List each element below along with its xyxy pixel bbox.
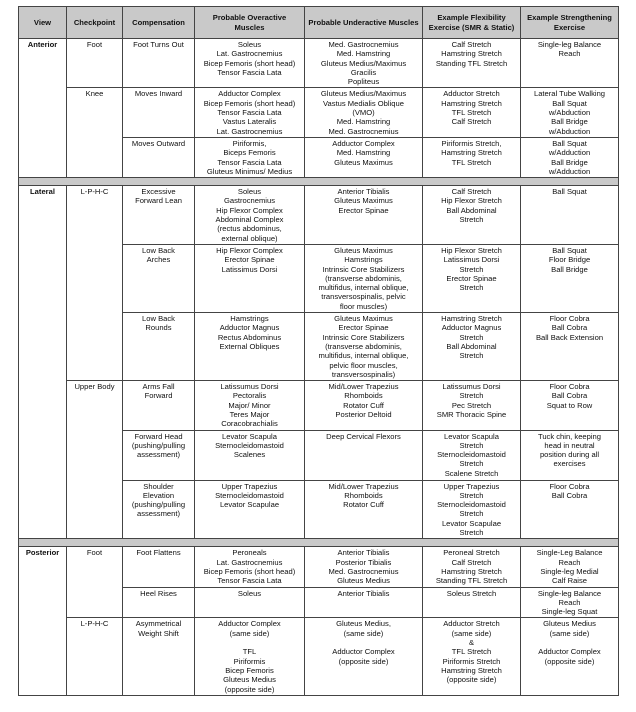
underactive-cell: Mid/Lower Trapezius Rhomboids Rotator Cuff Posterior Deltoid — [305, 381, 423, 430]
strengthening-cell: Single-Leg Balance Reach Single-leg Medial Calf Raise — [521, 547, 619, 587]
header-strengthening: Example Strengthening Exercise — [521, 7, 619, 39]
underactive-cell: Gluteus Maximus Erector Spinae Intrinsic Core Stabilizers (transverse abdominis, multifidus, internal oblique, pelvic floor muscles, transversospinalis) — [305, 313, 423, 381]
overactive-cell: Soleus — [195, 587, 305, 618]
table-row — [19, 88, 619, 137]
underactive-cell: Mid/Lower Trapezius Rhomboids Rotator Cuff — [305, 480, 423, 539]
checkpoint-foot: Foot — [67, 39, 123, 88]
section-divider — [19, 539, 619, 547]
flexibility-cell: Adductor Stretch (same side) & TFL Stretch Piriformis Stretch Hamstring Stretch (opposite side) — [423, 618, 521, 696]
strengthening-cell: Gluteus Medius (same side) Adductor Complex (opposite side) — [521, 618, 619, 696]
compensation-cell: Arms Fall Forward — [123, 381, 195, 430]
header-checkpoint: Checkpoint — [67, 7, 123, 39]
section-divider-cell — [19, 178, 619, 186]
strengthening-cell: Tuck chin, keeping head in neutral position during all exercises — [521, 430, 619, 480]
compensation-cell: Excessive Forward Lean — [123, 186, 195, 245]
compensation-cell: Moves Outward — [123, 137, 195, 177]
compensation-cell: Heel Rises — [123, 587, 195, 618]
compensation-cell: Asymmetrical Weight Shift — [123, 618, 195, 696]
view-anterior: Anterior — [19, 39, 67, 178]
compensation-table — [18, 6, 619, 696]
view-lateral: Lateral — [19, 186, 67, 539]
strengthening-cell: Floor Cobra Ball Cobra Ball Back Extension — [521, 313, 619, 381]
strengthening-cell: Floor Cobra Ball Cobra Squat to Row — [521, 381, 619, 430]
flexibility-cell: Hamstring Stretch Adductor Magnus Stretch Ball Abdominal Stretch — [423, 313, 521, 381]
underactive-cell: Anterior Tibialis Posterior Tibialis Med. Gastrocnemius Gluteus Medius — [305, 547, 423, 587]
compensation-cell: Shoulder Elevation (pushing/pulling assessment) — [123, 480, 195, 539]
checkpoint-upper-body: Upper Body — [67, 381, 123, 539]
strengthening-cell: Single-leg Balance Reach — [521, 39, 619, 88]
flexibility-cell: Hip Flexor Stretch Latissimus Dorsi Stretch Erector Spinae Stretch — [423, 244, 521, 312]
section-divider — [19, 178, 619, 186]
compensation-cell: Moves Inward — [123, 88, 195, 137]
flexibility-cell: Adductor Stretch Hamstring Stretch TFL Stretch Calf Stretch — [423, 88, 521, 137]
underactive-cell: Anterior Tibialis — [305, 587, 423, 618]
overactive-cell: Latissumus Dorsi Pectoralis Major/ Minor Teres Major Coracobrachialis — [195, 381, 305, 430]
table-row — [19, 39, 619, 88]
underactive-cell: Gluteus Medius/Maximus Vastus Medialis Oblique (VMO) Med. Hamstring Med. Gastrocnemius — [305, 88, 423, 137]
compensation-cell: Forward Head (pushing/pulling assessment) — [123, 430, 195, 480]
overactive-cell: Hip Flexor Complex Erector Spinae Latissimus Dorsi — [195, 244, 305, 312]
underactive-cell: Deep Cervical Flexors — [305, 430, 423, 480]
flexibility-cell: Soleus Stretch — [423, 587, 521, 618]
underactive-cell: Gluteus Maximus Hamstrings Intrinsic Core Stabilizers (transverse abdominis, multifidus, internal oblique, transversospinalis, pelvic floor muscles) — [305, 244, 423, 312]
header-view: View — [19, 7, 67, 39]
overactive-cell: Peroneals Lat. Gastrocnemius Bicep Femoris (short head) Tensor Fascia Lata — [195, 547, 305, 587]
strengthening-cell: Ball Squat — [521, 186, 619, 245]
overactive-cell: Adductor Complex (same side) TFL Piriformis Bicep Femoris Gluteus Medius (opposite side) — [195, 618, 305, 696]
overactive-cell: Upper Trapezius Sternocleidomastoid Levator Scapulae — [195, 480, 305, 539]
table-row — [19, 381, 619, 430]
table-row — [19, 618, 619, 696]
overactive-cell: Soleus Lat. Gastrocnemius Bicep Femoris (short head) Tensor Fascia Lata — [195, 39, 305, 88]
compensation-cell: Low Back Arches — [123, 244, 195, 312]
header-row — [19, 7, 619, 39]
compensation-cell: Foot Turns Out — [123, 39, 195, 88]
checkpoint-knee: Knee — [67, 88, 123, 178]
flexibility-cell: Upper Trapezius Stretch Sternocleidomastoid Stretch Levator Scapulae Stretch — [423, 480, 521, 539]
flexibility-cell: Peroneal Stretch Calf Stretch Hamstring Stretch Standing TFL Stretch — [423, 547, 521, 587]
checkpoint-foot-posterior: Foot — [67, 547, 123, 618]
strengthening-cell: Lateral Tube Walking Ball Squat w/Abduction Ball Bridge w/Abduction — [521, 88, 619, 137]
header-compensation: Compensation — [123, 7, 195, 39]
overactive-cell: Adductor Complex Bicep Femoris (short head) Tensor Fascia Lata Vastus Lateralis Lat. Gastrocnemius — [195, 88, 305, 137]
flexibility-cell: Latissumus Dorsi Stretch Pec Stretch SMR Thoracic Spine — [423, 381, 521, 430]
header-underactive: Probable Underactive Muscles — [305, 7, 423, 39]
overactive-cell: Hamstrings Adductor Magnus Rectus Abdominus External Obliques — [195, 313, 305, 381]
header-flexibility: Example Flexibility Exercise (SMR & Static) — [423, 7, 521, 39]
strengthening-cell: Ball Squat Floor Bridge Ball Bridge — [521, 244, 619, 312]
compensation-cell: Low Back Rounds — [123, 313, 195, 381]
table-row — [19, 186, 619, 245]
flexibility-cell: Calf Stretch Hamstring Stretch Standing TFL Stretch — [423, 39, 521, 88]
flexibility-cell: Levator Scapula Stretch Sternocleidomastoid Stretch Scalene Stretch — [423, 430, 521, 480]
strengthening-cell: Floor Cobra Ball Cobra — [521, 480, 619, 539]
strengthening-cell: Single-leg Balance Reach Single-leg Squat — [521, 587, 619, 618]
view-posterior: Posterior — [19, 547, 67, 696]
overactive-cell: Piriformis, Biceps Femoris Tensor Fascia Lata Gluteus Minimus/ Medius — [195, 137, 305, 177]
underactive-cell: Adductor Complex Med. Hamstring Gluteus Maximus — [305, 137, 423, 177]
underactive-cell: Med. Gastrocnemius Med. Hamstring Gluteus Medius/Maximus Gracilis Popliteus — [305, 39, 423, 88]
section-divider-cell — [19, 539, 619, 547]
header-overactive: Probable Overactive Muscles — [195, 7, 305, 39]
strengthening-cell: Ball Squat w/Adduction Ball Bridge w/Adduction — [521, 137, 619, 177]
flexibility-cell: Calf Stretch Hip Flexor Stretch Ball Abdominal Stretch — [423, 186, 521, 245]
overactive-cell: Levator Scapula Sternocleidomastoid Scalenes — [195, 430, 305, 480]
underactive-cell: Anterior Tibialis Gluteus Maximus Erector Spinae — [305, 186, 423, 245]
checkpoint-lphc: L-P-H-C — [67, 186, 123, 381]
table-row — [19, 547, 619, 587]
underactive-cell: Gluteus Medius, (same side) Adductor Complex (opposite side) — [305, 618, 423, 696]
checkpoint-lphc-posterior: L-P-H-C — [67, 618, 123, 696]
compensation-cell: Foot Flattens — [123, 547, 195, 587]
flexibility-cell: Piriformis Stretch, Hamstring Stretch TFL Stretch — [423, 137, 521, 177]
overactive-cell: Soleus Gastrocnemius Hip Flexor Complex Abdominal Complex (rectus abdominus, external oblique) — [195, 186, 305, 245]
